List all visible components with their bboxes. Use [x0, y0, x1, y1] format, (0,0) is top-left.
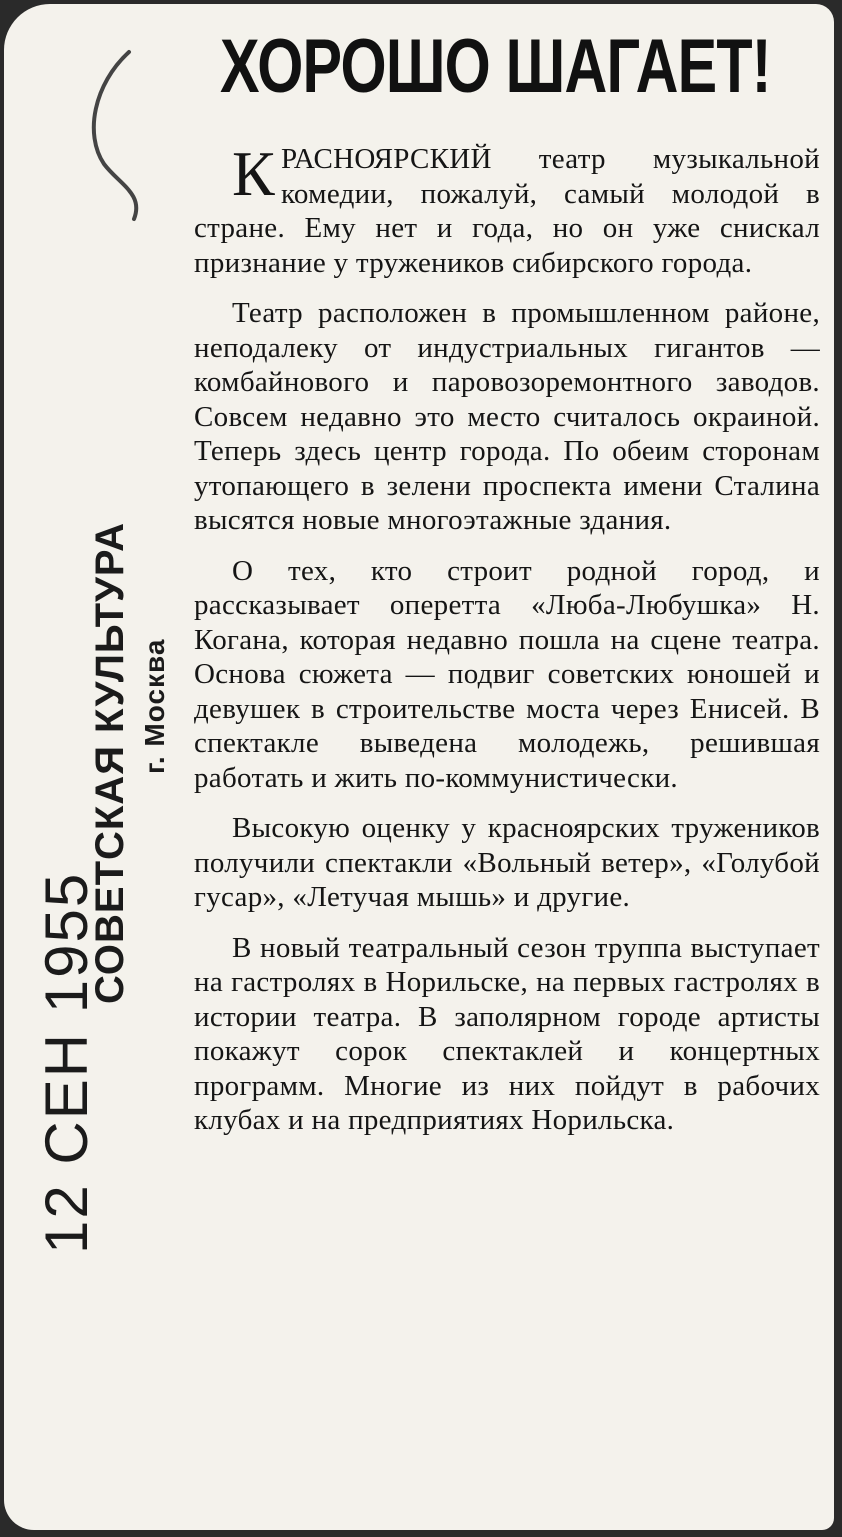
article-headline: ХОРОШО ШАГАЕТ!: [220, 24, 771, 109]
stamp-date: 12 СЕН 1955: [33, 871, 100, 1254]
newspaper-clipping: [4, 4, 834, 1530]
paragraph-4: Высокую оценку у красноярских тружеников получили спектакли «Вольный ветер», «Голубой гусар», «Летучая мышь» и другие.: [194, 812, 820, 913]
archive-stamp: [4, 4, 194, 1530]
paragraph-3: О тех, кто строит родной город, и рассказывает оперетта «Люба-Любушка» Н. Когана, которая недавно пошла на сцене театра. Основа сюжета — подвиг советских юношей и девушек в строительстве моста через Енисей. В спектакле выведена молодежь, решившая работать и жить по-коммунистически.: [194, 554, 820, 794]
paragraph-2: Театр расположен в промышленном районе, неподалеку от индустриальных гигантов — комбайнового и паровозоремонтного заводов. Совсем недавно это место считалось окраиной. Теперь здесь центр города. По обеим сторонам утопающего в зелени проспекта имени Сталина высятся новые многоэтажные здания.: [194, 297, 820, 536]
paragraph-text: РАСНОЯРСКИЙ театр музыкальной комедии, пожалуй, самый молодой в стране. Ему нет и года, но он уже снискал признание у тружеников сибирского города.: [194, 143, 820, 279]
paragraph-1: [194, 138, 820, 280]
stamp-newspaper: СОВЕТСКАЯ КУЛЬТУРА: [88, 522, 132, 1004]
drop-cap: К: [232, 138, 275, 209]
article-body: [194, 138, 820, 1154]
paragraph-5: В новый театральный сезон труппа выступает на гастролях в Норильске, на первых гастролях в истории театра. В заполярном городе артисты покажут сорок спектаклей и концертных программ. Многие из них пойдут в рабочих клубах и на предприятиях Норильска.: [194, 931, 820, 1136]
pencil-mark: [74, 44, 164, 224]
stamp-city: г. Москва: [139, 638, 170, 774]
